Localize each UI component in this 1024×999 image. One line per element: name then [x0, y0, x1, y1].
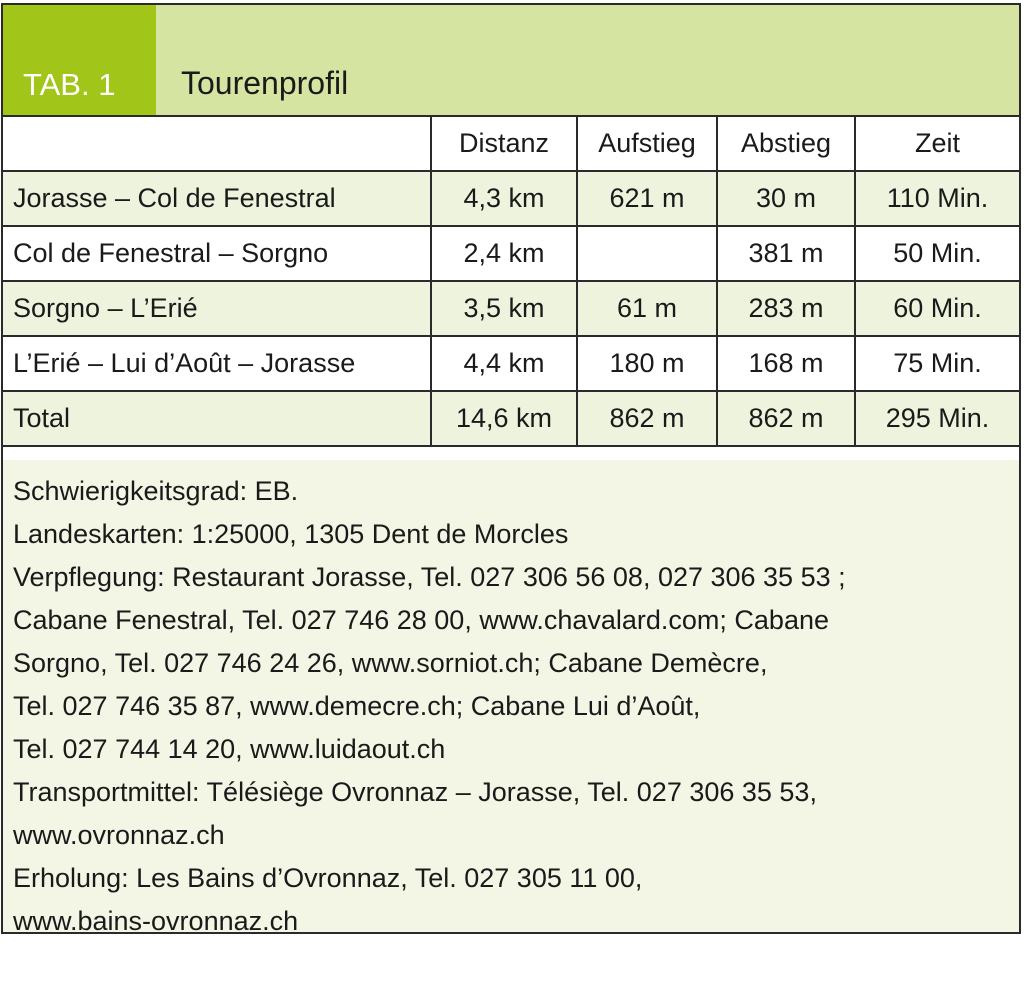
aufstieg-cell — [577, 226, 717, 281]
aufstieg-cell: 621 m — [577, 171, 717, 226]
catering-note-line: Sorgno, Tel. 027 746 24 26, www.sorniot.ch; Cabane Demècre, — [13, 648, 768, 678]
zeit-cell: 50 Min. — [855, 226, 1019, 281]
route-cell: Sorgno – L’Erié — [3, 281, 431, 336]
abstieg-cell: 862 m — [717, 391, 855, 446]
table-row — [3, 281, 1019, 336]
maps-note: Landeskarten: 1:25000, 1305 Dent de Morcles — [13, 519, 569, 549]
aufstieg-cell: 180 m — [577, 336, 717, 391]
difficulty-note: Schwierigkeitsgrad: EB. — [13, 476, 299, 506]
distanz-cell: 3,5 km — [431, 281, 577, 336]
recreation-note-line: www.bains-ovronnaz.ch — [13, 906, 299, 936]
recreation-note-line: Erholung: Les Bains d’Ovronnaz, Tel. 027 305 11 00, — [13, 863, 643, 893]
route-cell: Jorasse – Col de Fenestral — [3, 171, 431, 226]
abstieg-cell: 30 m — [717, 171, 855, 226]
route-cell: Col de Fenestral – Sorgno — [3, 226, 431, 281]
zeit-cell: 60 Min. — [855, 281, 1019, 336]
table-row — [3, 171, 1019, 226]
tab-number-text: TAB. 1 — [23, 67, 116, 102]
tab-number-label — [3, 5, 156, 115]
distanz-cell: 4,3 km — [431, 171, 577, 226]
zeit-cell: 295 Min. — [855, 391, 1019, 446]
transport-note-line: Transportmittel: Télésiège Ovronnaz – Jorasse, Tel. 027 306 35 53, — [13, 777, 817, 807]
route-cell: Total — [3, 391, 431, 446]
abstieg-cell: 381 m — [717, 226, 855, 281]
tour-info-notes — [3, 460, 1019, 936]
table-header-bar — [3, 5, 1019, 117]
column-header-distanz: Distanz — [431, 117, 577, 171]
transport-note-line: www.ovronnaz.ch — [13, 820, 225, 850]
table-title: Tourenprofil — [181, 65, 349, 101]
distanz-cell: 14,6 km — [431, 391, 577, 446]
column-header-route — [3, 117, 431, 171]
aufstieg-cell: 862 m — [577, 391, 717, 446]
zeit-cell: 110 Min. — [855, 171, 1019, 226]
table-row — [3, 336, 1019, 391]
table-row — [3, 226, 1019, 281]
catering-note-line: Verpflegung: Restaurant Jorasse, Tel. 027 306 56 08, 027 306 35 53 ; — [13, 562, 846, 592]
abstieg-cell: 168 m — [717, 336, 855, 391]
aufstieg-cell: 61 m — [577, 281, 717, 336]
distanz-cell: 2,4 km — [431, 226, 577, 281]
table-row-total — [3, 391, 1019, 446]
column-header-abstieg: Abstieg — [717, 117, 855, 171]
distanz-cell: 4,4 km — [431, 336, 577, 391]
catering-note-line: Tel. 027 744 14 20, www.luidaout.ch — [13, 734, 446, 764]
column-header-aufstieg: Aufstieg — [577, 117, 717, 171]
route-cell: L’Erié – Lui d’Août – Jorasse — [3, 336, 431, 391]
tour-profile-box — [1, 3, 1021, 934]
table-header-row — [3, 117, 1019, 171]
catering-note-line: Tel. 027 746 35 87, www.demecre.ch; Cabane Lui d’Août, — [13, 691, 701, 721]
abstieg-cell: 283 m — [717, 281, 855, 336]
catering-note-line: Cabane Fenestral, Tel. 027 746 28 00, www.chavalard.com; Cabane — [13, 605, 829, 635]
tour-profile-table — [3, 117, 1019, 447]
zeit-cell: 75 Min. — [855, 336, 1019, 391]
column-header-zeit: Zeit — [855, 117, 1019, 171]
